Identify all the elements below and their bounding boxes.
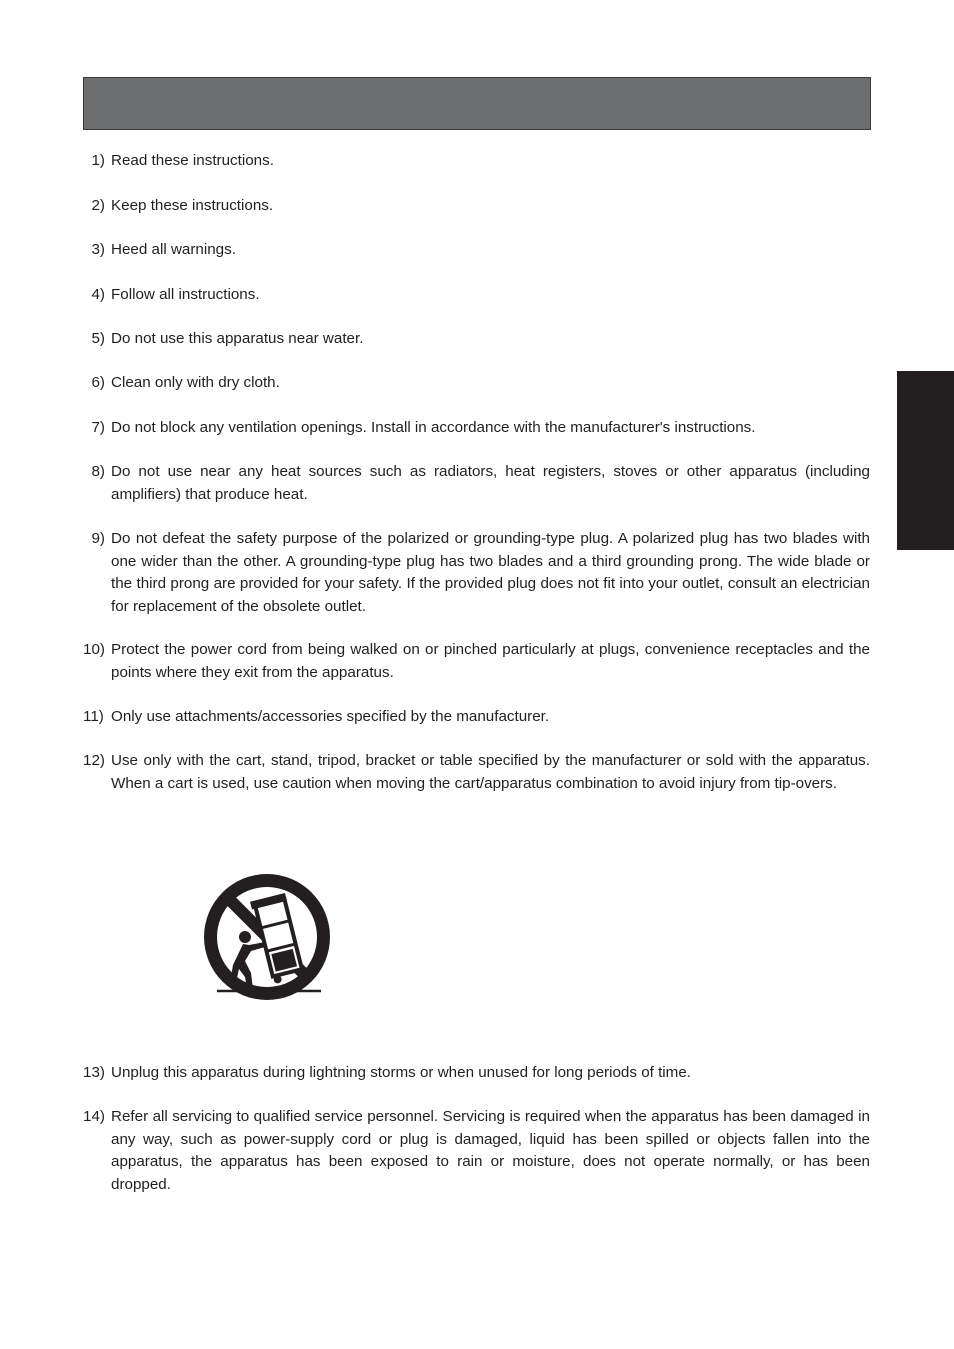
item-text: Do not use this apparatus near water. <box>111 330 364 347</box>
item-text: Do not use near any heat sources such as radiators, heat registers, stoves or other apparatus (including amplifiers) that produce heat. <box>111 463 870 503</box>
item-number: 2) <box>91 197 105 214</box>
item-text: Use only with the cart, stand, tripod, bracket or table specified by the manufacturer or sold with the apparatus. When a cart is used, use caution when moving the cart/apparatus combination to avoid injury from tip-overs. <box>111 752 870 792</box>
list-item <box>83 150 870 173</box>
item-number: 7) <box>91 419 105 436</box>
item-text: Keep these instructions. <box>111 197 274 214</box>
list-item <box>83 239 870 262</box>
list-item <box>83 528 870 618</box>
item-text: Protect the power cord from being walked on or pinched particularly at plugs, convenience receptacles and the points where they exit from the apparatus. <box>111 641 870 681</box>
item-number: 14) <box>83 1108 105 1125</box>
list-item <box>83 461 870 506</box>
item-text: Refer all servicing to qualified service personnel. Servicing is required when the apparatus has been damaged in any way, such as power-supply cord or plug is damaged, liquid has been spilled or objects fallen into the apparatus, the apparatus has been exposed to rain or moisture, does not operate normally, or has been dropped. <box>111 1108 870 1193</box>
item-text: Heed all warnings. <box>111 241 236 258</box>
list-item <box>83 195 870 218</box>
item-number: 9) <box>91 530 105 547</box>
language-side-tab <box>897 371 954 550</box>
list-item <box>83 706 870 729</box>
list-item <box>83 1062 870 1085</box>
list-item <box>83 639 870 684</box>
item-number: 8) <box>91 463 105 480</box>
item-number: 3) <box>91 241 105 258</box>
section-header-bar <box>83 77 871 130</box>
item-number: 1) <box>91 152 105 169</box>
item-text: Unplug this apparatus during lightning storms or when unused for long periods of time. <box>111 1064 691 1081</box>
item-text: Only use attachments/accessories specified by the manufacturer. <box>111 708 550 725</box>
item-text: Do not defeat the safety purpose of the polarized or grounding-type plug. A polarized plug has two blades with one wider than the other. A grounding-type plug has two blades and a third grounding prong. The wide blade or the third prong are provided for your safety. If the provided plug does not fit into your outlet, consult an electrician for replacement of the obsolete outlet. <box>111 530 870 615</box>
list-item <box>83 1106 870 1196</box>
item-text: Do not block any ventilation openings. Install in accordance with the manufacturer's instructions. <box>111 419 756 436</box>
cart-tip-over-warning-icon <box>203 873 333 1003</box>
list-item <box>83 372 870 395</box>
list-item <box>83 750 870 795</box>
item-text: Follow all instructions. <box>111 286 260 303</box>
item-number: 5) <box>91 330 105 347</box>
item-number: 10) <box>83 641 105 658</box>
item-number: 11) <box>83 708 104 725</box>
item-number: 6) <box>91 374 105 391</box>
item-text: Clean only with dry cloth. <box>111 374 280 391</box>
item-number: 13) <box>83 1064 105 1081</box>
item-number: 4) <box>91 286 105 303</box>
item-number: 12) <box>83 752 105 769</box>
list-item <box>83 328 870 351</box>
item-text: Read these instructions. <box>111 152 274 169</box>
list-item <box>83 417 870 440</box>
list-item <box>83 284 870 307</box>
